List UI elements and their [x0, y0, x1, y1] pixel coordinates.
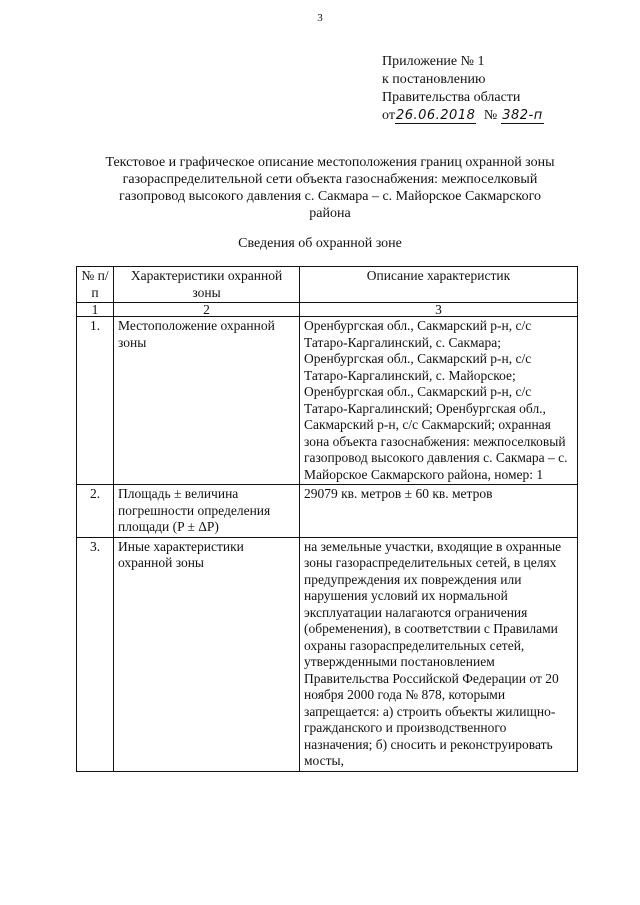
table-header-row — [77, 267, 578, 303]
row-characteristic: Иные характеристики охранной зоны — [114, 537, 300, 771]
index-cell: 1 — [77, 303, 114, 317]
table-index-row — [77, 303, 578, 317]
appendix-block — [382, 53, 544, 125]
row-description: 29079 кв. метров ± 60 кв. метров — [300, 485, 578, 538]
row-description: Оренбургская обл., Сакмарский р-н, с/с Татаро-Каргалинский, с. Сакмара; Оренбургская обл., Сакмарский р-н, с/с Татаро-Каргалинский, с. Майорское; Оренбургская обл., Сакмарский р-н, с/с Татаро-Каргалинский; Оренбургская обл., Сакмарский р-н, с/с Сакмарский; охранная зона объекта газоснабжения: межпоселковый газопровод высокого давления с. Сакмара – с. Майорское Сакмарского района, номер: 1 — [300, 317, 578, 485]
table-row — [77, 537, 578, 771]
appendix-government: Правительства области — [382, 90, 521, 105]
handwritten-number: 382-п — [502, 108, 543, 123]
index-cell: 3 — [300, 303, 578, 317]
number-sign: № — [483, 108, 498, 123]
handwritten-date: 26.06.2018 — [395, 108, 476, 123]
header-characteristics: Характеристики охранной зоны — [114, 267, 300, 303]
row-description: на земельные участки, входящие в охранные зоны газораспределительных сетей, в целях предупреждения их повреждения или нарушения условий их нормальной эксплуатации налагаются ограничения (обременения), в соответствии с Правилами охраны газораспределительных сетей, утвержденными постановлением Правительства Российской Федерации от 20 ноября 2000 года № 878, которыми запрещается: а) строить объекты жилищно-гражданского и производственного назначения; б) сносить и реконструировать мосты, — [300, 537, 578, 771]
index-cell: 2 — [114, 303, 300, 317]
zone-info-table — [76, 266, 578, 772]
row-number: 3. — [77, 537, 114, 771]
section-subtitle: Сведения об охранной зоне — [238, 236, 402, 251]
row-characteristic: Площадь ± величина погрешности определения площади (P ± ΔP) — [114, 485, 300, 538]
page-number: 3 — [317, 12, 323, 24]
appendix-title: Приложение № 1 — [382, 54, 485, 69]
row-number: 2. — [77, 485, 114, 538]
appendix-date-line — [382, 107, 544, 125]
date-prefix: от — [382, 108, 395, 123]
header-number: № п/п — [77, 267, 114, 303]
row-number: 1. — [77, 317, 114, 485]
appendix-resolution: к постановлению — [382, 72, 486, 87]
header-description: Описание характеристик — [300, 267, 578, 303]
table-row — [77, 485, 578, 538]
row-characteristic: Местоположение охранной зоны — [114, 317, 300, 485]
document-title: Текстовое и графическое описание местоположения границ охранной зоны газораспределительной сети объекта газоснабжения: межпоселковый газопровод высокого давления с. Сакмара – с. Майорское Сакмарского района — [105, 155, 555, 221]
table-row — [77, 317, 578, 485]
